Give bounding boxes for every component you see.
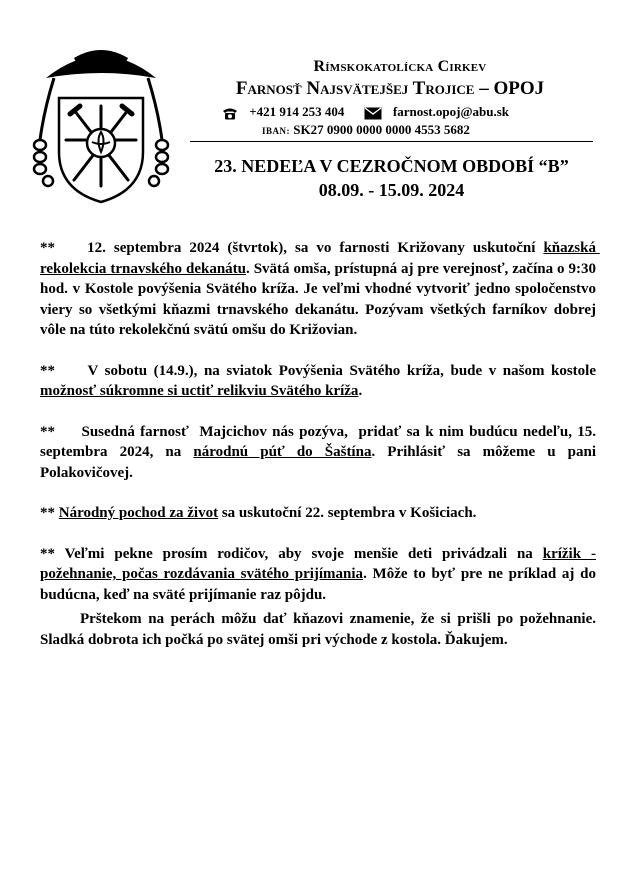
iban-label: IBAN: — [262, 126, 291, 136]
iban-line — [262, 122, 582, 138]
announcement-2-rest: . — [358, 383, 363, 399]
org-line2: Farnosť Najsvätejšej Trojice – OPOJ — [235, 78, 545, 99]
envelope-icon — [364, 107, 382, 120]
announcement-3-rest: . Prihlásiť sa môžeme u pani Polakovičovej. — [40, 444, 600, 481]
announcement-3-highlight: národnú púť do Šaštína — [193, 444, 372, 460]
announcement-4-lead: ** — [40, 505, 59, 521]
spacer — [40, 341, 596, 361]
spacer — [40, 402, 596, 422]
announcements — [40, 238, 600, 650]
coat-of-arms-icon — [26, 40, 176, 205]
announcement-1-highlight: kňazská rekolekcia trnavského dekanátu — [40, 240, 600, 277]
email-address[interactable]: farnost.opoj@abu.sk — [392, 104, 510, 119]
spacer — [40, 524, 596, 544]
header-divider — [190, 141, 593, 142]
announcement-5-lead: ** Veľmi pekne prosím rodičov, aby svoje menšie deti privádzali na — [40, 545, 543, 562]
announcement-4-rest: sa uskutoční 22. septembra v Košiciach. — [218, 505, 477, 521]
announcement-5 — [40, 544, 596, 606]
iban-value: SK27 0900 0000 0000 4553 5682 — [293, 122, 470, 137]
announcement-4 — [40, 503, 596, 524]
bulletin-dates: 08.09. - 15.09. 2024 — [318, 180, 465, 200]
phone-icon — [222, 107, 238, 120]
bulletin-title: 23. NEDEĽA V CEZROČNOM OBDOBÍ “B” — [214, 156, 569, 176]
letterhead — [0, 0, 631, 215]
phone-number: +421 914 253 404 — [249, 104, 345, 119]
announcement-2-highlight: možnosť súkromne si uctiť relikviu Svätého kríža — [40, 383, 359, 399]
announcement-4-highlight: Národný pochod za život — [58, 505, 219, 521]
spacer — [40, 483, 596, 503]
announcement-3-lead: ** Susedná farnosť Majcichov nás pozýva, pridať sa k nim budúcu nedeľu, 15. septembra 2024, na — [40, 423, 600, 460]
announcement-1-rest: . Svätá omša, prístupná aj pre verejnosť, začína o 9:30 hod. v Kostole povýšenia Svätého kríža. Je veľmi vhodné vytvoriť jedno spoločenstvo viery so všetkými kňazmi trnavského dekanátu. Pozývam všetkých farníkov dobrej vôle na túto rekolekčnú svätú omšu do Križovian. — [40, 260, 600, 338]
announcement-2 — [40, 361, 600, 402]
announcement-1 — [40, 238, 600, 341]
announcement-6: Prštekom na perách môžu dať kňazovi znamenie, že si prišli po požehnanie. Sladká dobrota ich počká po svätej omši pri východe z kostola. Ďakujem. — [40, 611, 596, 648]
org-line1: Rímskokatolícka Cirkev — [313, 58, 487, 75]
announcement-5-rest: . Môže to byť pre ne príklad aj do budúcna, keď na sväté prijímanie raz pôjdu. — [40, 566, 596, 603]
announcement-3 — [40, 422, 600, 484]
announcement-2-lead: ** V sobotu (14.9.), na sviatok Povýšenia Svätého kríža, bude v našom kostole — [40, 362, 600, 379]
announcement-5-highlight: krížik - požehnanie, počas rozdávania svätého prijímania — [40, 545, 596, 582]
announcement-1-lead: ** 12. septembra 2024 (štvrtok), sa vo farnosti Križovany uskutoční — [40, 240, 544, 256]
contact-line — [222, 104, 582, 120]
